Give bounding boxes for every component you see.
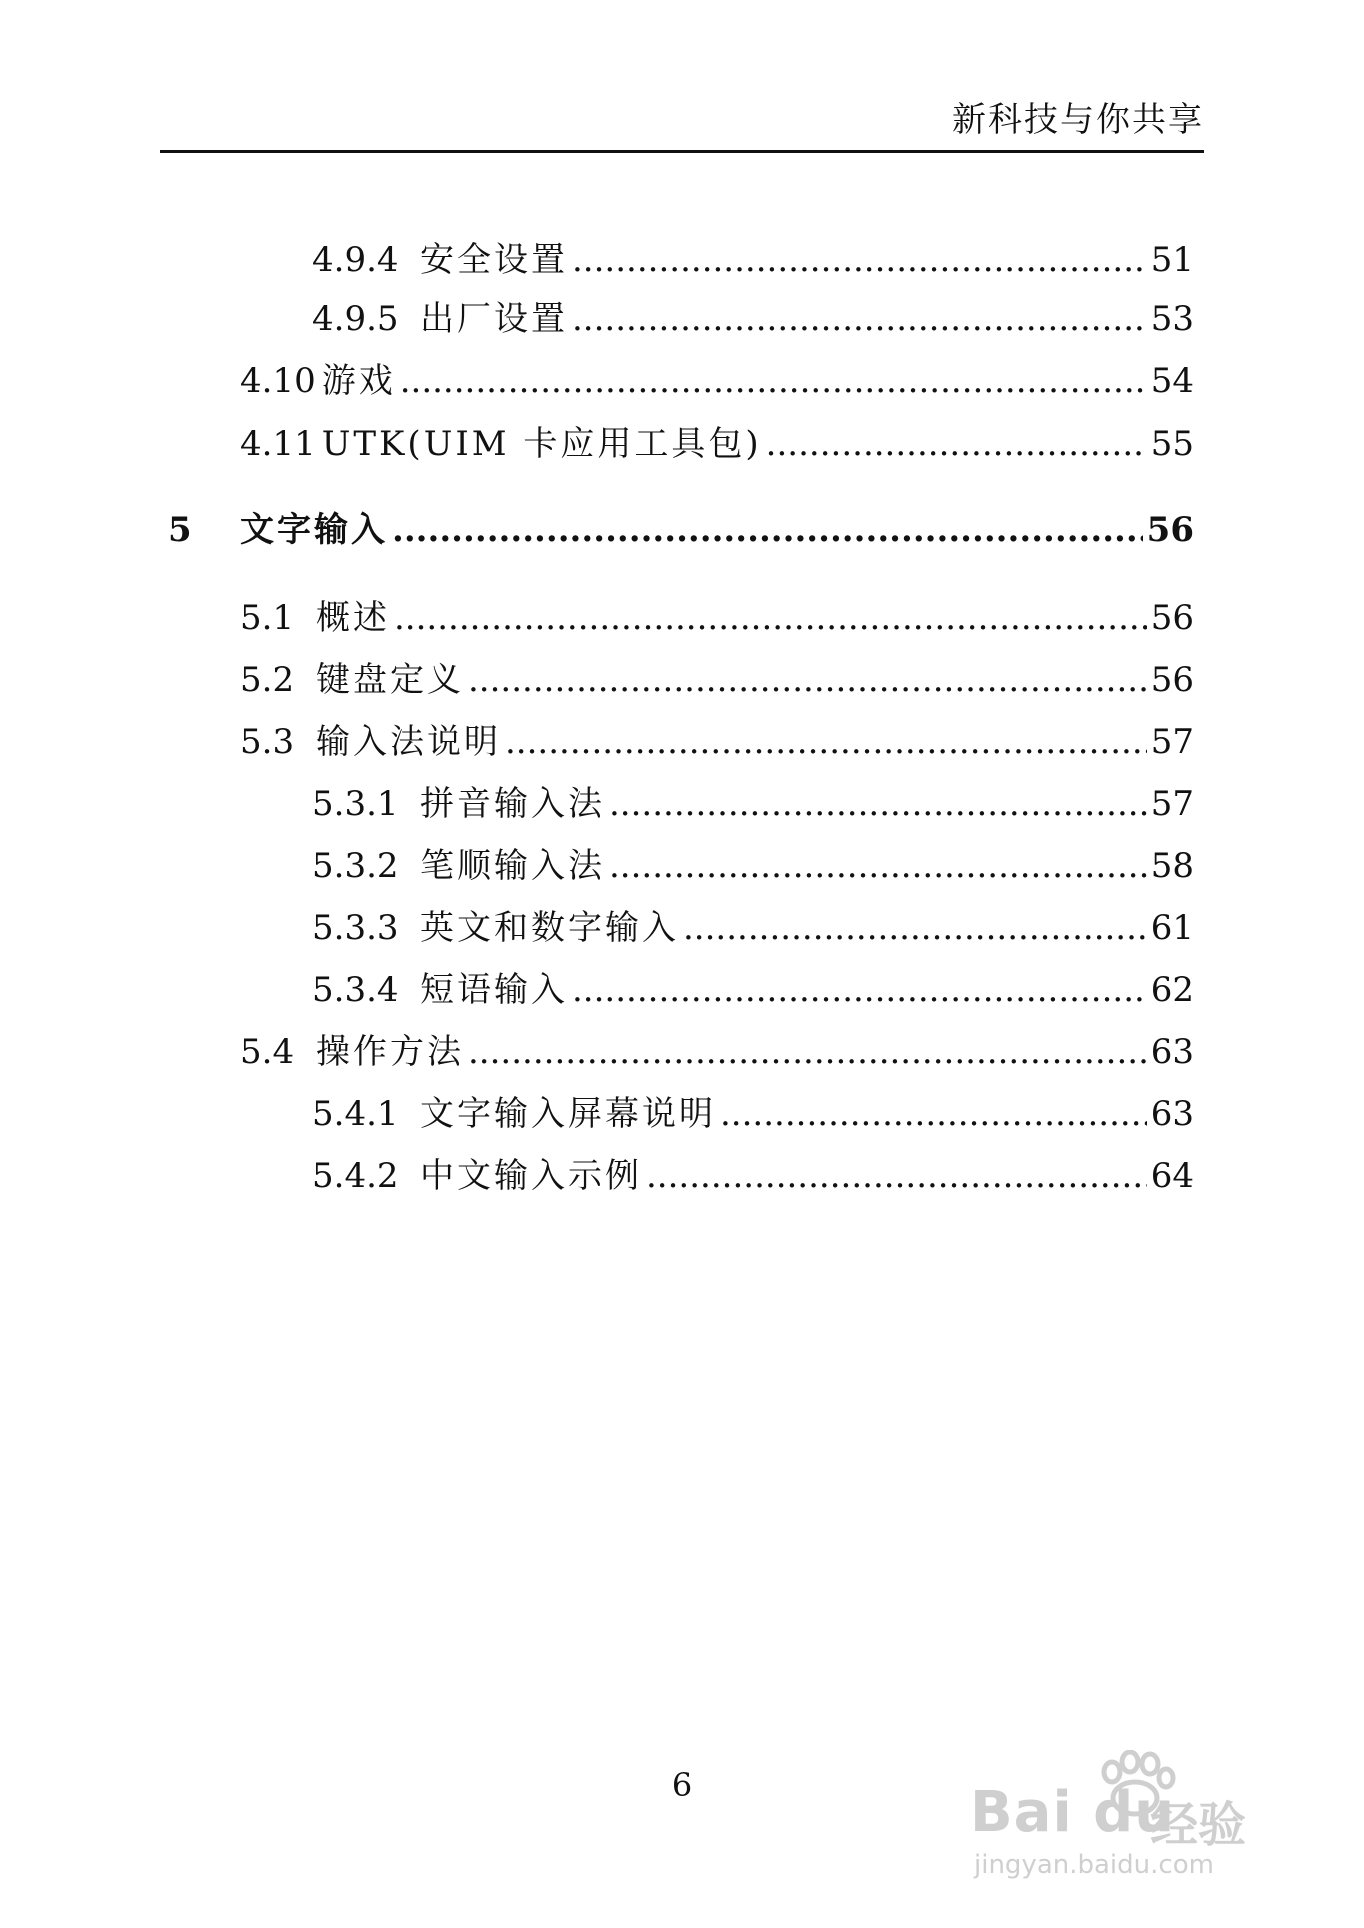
toc-entry-number: 4.9.5 xyxy=(312,299,399,339)
page-number: 6 xyxy=(671,1766,693,1804)
toc-entry-title: 键盘定义 xyxy=(316,660,464,700)
toc-entry-title: 游戏 xyxy=(321,361,396,401)
toc-entry-page: 54 xyxy=(1150,361,1194,401)
toc-entry[interactable] xyxy=(240,652,1194,702)
toc-leader-dots xyxy=(394,598,1147,638)
toc-entry[interactable] xyxy=(240,416,1194,466)
toc-entry[interactable] xyxy=(312,776,1194,826)
toc-entry[interactable] xyxy=(312,1086,1194,1136)
toc-entry-title: 文字输入屏幕说明 xyxy=(420,1094,716,1134)
toc-entry-number: 5.4 xyxy=(240,1032,295,1072)
toc-entry[interactable] xyxy=(312,962,1194,1012)
toc-entry-number: 5.2 xyxy=(240,660,295,700)
toc-entry-number: 5.3.2 xyxy=(312,846,399,886)
toc-entry-number: 5 xyxy=(168,510,192,550)
toc-leader-dots xyxy=(392,510,1143,550)
toc-leader-dots xyxy=(609,784,1147,824)
toc-entry-title: UTK(UIM 卡应用工具包) xyxy=(321,424,762,464)
toc-entry-page: 51 xyxy=(1150,240,1194,280)
watermark-brand-cn: 经验 xyxy=(1150,1797,1247,1853)
header-title: 新科技与你共享 xyxy=(952,100,1204,140)
toc-entry-number: 5.3.1 xyxy=(312,784,399,824)
toc-entry[interactable] xyxy=(312,1148,1194,1198)
toc-entry-number: 4.10 xyxy=(240,361,316,401)
toc-entry-page: 56 xyxy=(1146,510,1194,550)
toc-entry-page: 62 xyxy=(1150,970,1194,1010)
toc-entry[interactable] xyxy=(240,590,1194,640)
toc-entry[interactable] xyxy=(312,291,1194,341)
toc-leader-dots xyxy=(505,722,1147,762)
toc-entry-title: 短语输入 xyxy=(420,970,568,1010)
toc-entry-number: 5.4.1 xyxy=(312,1094,399,1134)
toc-entry-title: 出厂设置 xyxy=(420,299,568,339)
toc-leader-dots xyxy=(646,1156,1147,1196)
toc-entry-page: 55 xyxy=(1150,424,1194,464)
toc-entry-page: 56 xyxy=(1150,660,1194,700)
toc-entry-page: 57 xyxy=(1150,784,1194,824)
toc-entry-page: 53 xyxy=(1150,299,1194,339)
toc-entry-title: 中文输入示例 xyxy=(420,1156,642,1196)
toc-leader-dots xyxy=(572,240,1147,280)
toc-leader-dots xyxy=(572,299,1147,339)
toc-entry-title: 操作方法 xyxy=(316,1032,464,1072)
toc-leader-dots xyxy=(683,908,1147,948)
toc-entry-number: 4.11 xyxy=(240,424,316,464)
toc-entry-title: 文字输入 xyxy=(240,510,388,550)
toc-entry-number: 5.3 xyxy=(240,722,295,762)
toc-entry-page: 61 xyxy=(1150,908,1194,948)
toc-entry-number: 5.3.3 xyxy=(312,908,399,948)
toc-entry[interactable] xyxy=(312,232,1194,282)
toc-leader-dots xyxy=(468,660,1147,700)
toc-entry[interactable] xyxy=(312,838,1194,888)
toc-leader-dots xyxy=(400,361,1147,401)
toc-entry-title: 笔顺输入法 xyxy=(420,846,605,886)
toc-entry-page: 58 xyxy=(1150,846,1194,886)
toc-leader-dots xyxy=(609,846,1147,886)
toc-entry[interactable] xyxy=(240,1024,1194,1074)
toc-entry-page: 63 xyxy=(1150,1094,1194,1134)
toc-entry-title: 英文和数字输入 xyxy=(420,908,679,948)
toc-entry[interactable] xyxy=(312,900,1194,950)
toc-entry-number: 5.1 xyxy=(240,598,295,638)
toc-entry-page: 63 xyxy=(1150,1032,1194,1072)
toc-entry[interactable] xyxy=(240,714,1194,764)
toc-entry[interactable] xyxy=(240,353,1194,403)
toc-entry-title: 输入法说明 xyxy=(316,722,501,762)
watermark-url: jingyan.baidu.com xyxy=(974,1850,1214,1880)
toc-leader-dots xyxy=(766,424,1147,464)
toc-entry-number: 5.3.4 xyxy=(312,970,399,1010)
toc-entry[interactable] xyxy=(168,502,1194,552)
toc-entry-title: 概述 xyxy=(316,598,390,638)
watermark-brand: Bai du xyxy=(970,1780,1176,1845)
toc-entry-title: 拼音输入法 xyxy=(420,784,605,824)
toc-entry-page: 57 xyxy=(1150,722,1194,762)
toc-entry-number: 5.4.2 xyxy=(312,1156,399,1196)
toc-leader-dots xyxy=(720,1094,1147,1134)
toc-leader-dots xyxy=(572,970,1147,1010)
toc-entry-number: 4.9.4 xyxy=(312,240,399,280)
toc-entry-page: 56 xyxy=(1150,598,1194,638)
toc-entry-title: 安全设置 xyxy=(420,240,568,280)
baidu-jingyan-watermark xyxy=(970,1750,1300,1890)
toc-entry-page: 64 xyxy=(1150,1156,1194,1196)
toc-leader-dots xyxy=(468,1032,1147,1072)
